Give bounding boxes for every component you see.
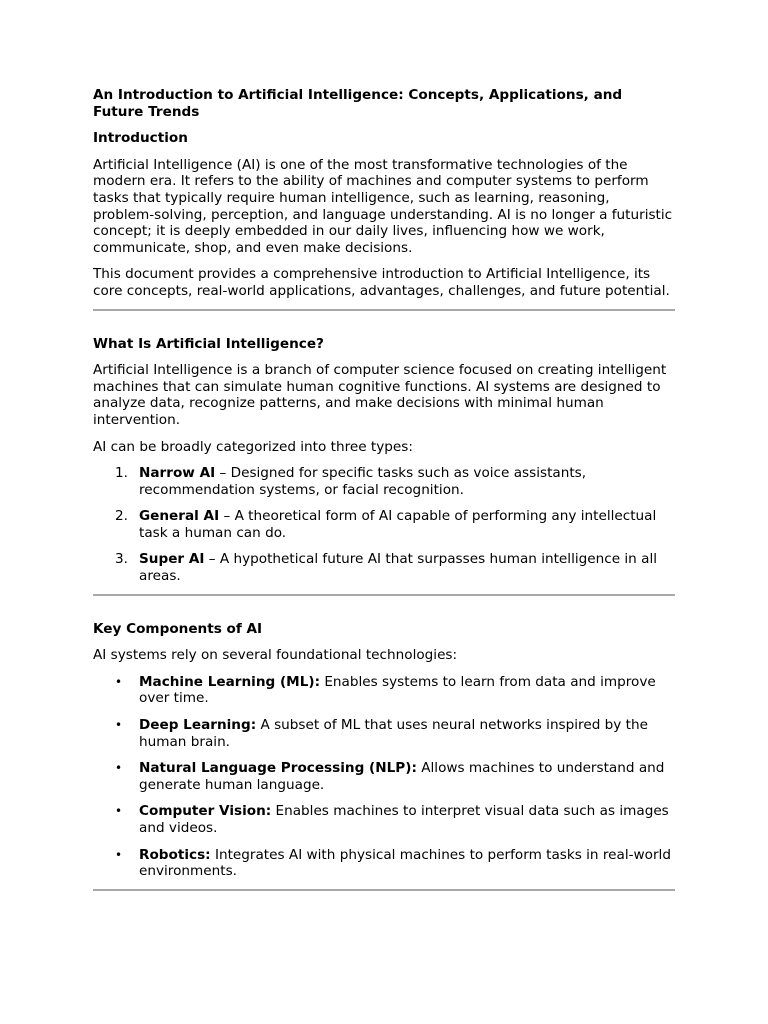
list-item-term: Natural Language Processing (NLP): — [139, 760, 417, 777]
list-item-description: Enables machines to interpret visual data such as images and videos. — [139, 803, 669, 836]
list-item — [93, 508, 675, 541]
list-item-description: Integrates AI with physical machines to perform tasks in real-world environments. — [139, 846, 671, 880]
list-number: 1. — [115, 465, 128, 482]
list-item — [93, 760, 675, 793]
list-number: 2. — [115, 508, 128, 525]
list-item-description: Allows machines to understand and generate human language. — [139, 760, 665, 793]
section-divider — [93, 309, 675, 311]
list-item-term: General AI — [139, 508, 220, 525]
introduction-paragraph-2: This document provides a comprehensive introduction to Artificial Intelligence, its core concepts, real-world applications, advantages, challenges, and future potential. — [93, 266, 670, 299]
list-item-description: – A hypothetical future AI that surpasses human intelligence in all areas. — [139, 551, 657, 585]
bullet-icon: • — [115, 847, 123, 862]
list-item-description: – Designed for specific tasks such as voice assistants, recommendation systems, or facial recognition. — [139, 465, 587, 498]
list-item — [93, 717, 675, 750]
what-is-ai-paragraph-1: Artificial Intelligence is a branch of computer science focused on creating intelligent machines that can simulate human cognitive functions. AI systems are designed to analyze data, recognize patterns, and make decisions with minimal human intervention. — [93, 362, 667, 428]
ai-components-list — [93, 674, 675, 880]
bullet-icon: • — [115, 674, 123, 689]
list-item-term: Narrow AI — [139, 465, 216, 482]
list-item — [93, 847, 675, 880]
document-title: An Introduction to Artificial Intelligence: Concepts, Applications, and Future Trends — [93, 87, 623, 120]
section-divider — [93, 889, 675, 891]
list-item-term: Machine Learning (ML): — [139, 673, 321, 690]
ai-types-list — [93, 465, 675, 585]
list-item — [93, 803, 675, 836]
introduction-heading: Introduction — [93, 130, 188, 147]
list-item-term: Super AI — [139, 551, 205, 568]
what-is-ai-paragraph-2: AI can be broadly categorized into three types: — [93, 438, 413, 455]
introduction-paragraph-1: Artificial Intelligence (AI) is one of the most transformative technologies of the modern era. It refers to the ability of machines and computer systems to perform tasks that typically require human intelligence, such as learning, reasoning, problem-solving, perception, and language understanding. AI is no longer a futuristic concept; it is deeply embedded in our daily lives, influencing how we work, communicate, shop, and even make decisions. — [93, 156, 673, 256]
document-page — [93, 87, 675, 891]
list-item-description: Enables systems to learn from data and improve over time. — [139, 673, 656, 707]
list-item-term: Computer Vision: — [139, 803, 272, 820]
what-is-ai-heading: What Is Artificial Intelligence? — [93, 335, 324, 352]
list-item — [93, 674, 675, 707]
list-item — [93, 551, 675, 584]
bullet-icon: • — [115, 718, 123, 733]
list-item — [93, 465, 675, 498]
bullet-icon: • — [115, 804, 123, 819]
list-item-description: A subset of ML that uses neural networks inspired by the human brain. — [139, 717, 648, 750]
list-number: 3. — [115, 551, 128, 568]
list-item-description: – A theoretical form of AI capable of performing any intellectual task a human can do. — [139, 508, 657, 541]
list-item-term: Deep Learning: — [139, 717, 257, 734]
key-components-heading: Key Components of AI — [93, 620, 263, 637]
section-divider — [93, 594, 675, 596]
key-components-paragraph: AI systems rely on several foundational technologies: — [93, 647, 458, 664]
list-item-term: Robotics: — [139, 846, 211, 863]
bullet-icon: • — [115, 761, 123, 776]
